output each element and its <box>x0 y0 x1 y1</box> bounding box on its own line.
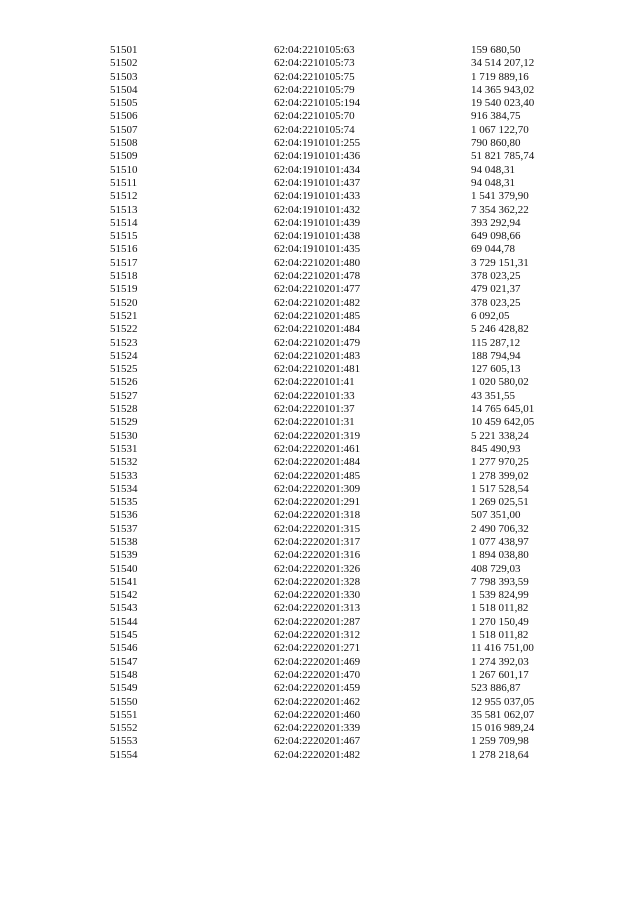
value-cell: 1 719 889,16 <box>471 70 529 83</box>
cadastral-number-cell: 62:04:2220201:319 <box>274 429 361 442</box>
table-row <box>0 257 640 270</box>
value-cell: 1 278 399,02 <box>471 469 529 482</box>
row-number-cell: 51539 <box>110 549 138 562</box>
value-cell: 5 221 338,24 <box>471 429 529 442</box>
row-number-cell: 51542 <box>110 589 138 602</box>
value-cell: 35 581 062,07 <box>471 708 535 721</box>
row-number-cell: 51526 <box>110 376 138 389</box>
value-cell: 790 860,80 <box>471 137 521 150</box>
table-row <box>0 483 640 496</box>
row-number-cell: 51550 <box>110 695 138 708</box>
value-cell: 94 048,31 <box>471 176 515 189</box>
row-number-cell: 51527 <box>110 389 138 402</box>
value-cell: 127 605,13 <box>471 363 521 376</box>
cadastral-number-cell: 62:04:2210105:194 <box>274 97 361 110</box>
cadastral-number-cell: 62:04:2210201:481 <box>274 363 361 376</box>
table-row <box>0 430 640 443</box>
cadastral-number-cell: 62:04:2220201:462 <box>274 695 361 708</box>
table-row <box>0 177 640 190</box>
cadastral-number-cell: 62:04:2210105:75 <box>274 70 355 83</box>
row-number-cell: 51509 <box>110 150 138 163</box>
cadastral-number-cell: 62:04:2220201:461 <box>274 442 361 455</box>
row-number-cell: 51510 <box>110 163 138 176</box>
value-cell: 159 680,50 <box>471 44 521 56</box>
table-row <box>0 443 640 456</box>
cadastral-number-cell: 62:04:2220201:287 <box>274 615 361 628</box>
cadastral-number-cell: 62:04:2220201:484 <box>274 456 361 469</box>
table-row <box>0 310 640 323</box>
cadastral-number-cell: 62:04:2220101:33 <box>274 389 355 402</box>
value-cell: 1 077 438,97 <box>471 535 529 548</box>
table-row <box>0 735 640 748</box>
row-number-cell: 51501 <box>110 44 138 56</box>
row-number-cell: 51540 <box>110 562 138 575</box>
row-number-cell: 51503 <box>110 70 138 83</box>
table-row <box>0 709 640 722</box>
row-number-cell: 51547 <box>110 655 138 668</box>
table-row <box>0 190 640 203</box>
table-row <box>0 722 640 735</box>
table-row <box>0 523 640 536</box>
row-number-cell: 51521 <box>110 309 138 322</box>
table-body <box>0 44 640 762</box>
table-row <box>0 749 640 762</box>
cadastral-number-cell: 62:04:1910101:437 <box>274 176 361 189</box>
table-row <box>0 137 640 150</box>
cadastral-number-cell: 62:04:2220201:318 <box>274 509 361 522</box>
cadastral-number-cell: 62:04:2210201:485 <box>274 309 361 322</box>
value-cell: 1 269 025,51 <box>471 496 529 509</box>
cadastral-number-cell: 62:04:2220201:309 <box>274 482 361 495</box>
cadastral-number-cell: 62:04:1910101:255 <box>274 137 361 150</box>
cadastral-number-cell: 62:04:2210201:479 <box>274 336 361 349</box>
table-row <box>0 563 640 576</box>
value-cell: 5 246 428,82 <box>471 323 529 336</box>
value-cell: 845 490,93 <box>471 442 521 455</box>
cadastral-number-cell: 62:04:1910101:435 <box>274 243 361 256</box>
table-row <box>0 589 640 602</box>
table-row <box>0 270 640 283</box>
cadastral-number-cell: 62:04:2220201:317 <box>274 535 361 548</box>
row-number-cell: 51512 <box>110 190 138 203</box>
value-cell: 14 765 645,01 <box>471 403 535 416</box>
cadastral-number-cell: 62:04:2210201:483 <box>274 349 361 362</box>
value-cell: 1 894 038,80 <box>471 549 529 562</box>
row-number-cell: 51533 <box>110 469 138 482</box>
row-number-cell: 51548 <box>110 668 138 681</box>
cadastral-number-cell: 62:04:1910101:432 <box>274 203 361 216</box>
row-number-cell: 51520 <box>110 296 138 309</box>
cadastral-number-cell: 62:04:2220201:470 <box>274 668 361 681</box>
table-row <box>0 642 640 655</box>
row-number-cell: 51518 <box>110 270 138 283</box>
row-number-cell: 51531 <box>110 442 138 455</box>
cadastral-number-cell: 62:04:2210201:482 <box>274 296 361 309</box>
table-row <box>0 616 640 629</box>
value-cell: 378 023,25 <box>471 296 521 309</box>
row-number-cell: 51507 <box>110 123 138 136</box>
value-cell: 11 416 751,00 <box>471 642 534 655</box>
value-cell: 1 067 122,70 <box>471 123 529 136</box>
cadastral-number-cell: 62:04:2210201:484 <box>274 323 361 336</box>
row-number-cell: 51535 <box>110 496 138 509</box>
table-row <box>0 403 640 416</box>
row-number-cell: 51538 <box>110 535 138 548</box>
row-number-cell: 51536 <box>110 509 138 522</box>
value-cell: 1 518 011,82 <box>471 629 529 642</box>
cadastral-number-cell: 62:04:1910101:434 <box>274 163 361 176</box>
value-cell: 1 277 970,25 <box>471 456 529 469</box>
value-cell: 14 365 943,02 <box>471 83 535 96</box>
table-row <box>0 629 640 642</box>
row-number-cell: 51513 <box>110 203 138 216</box>
value-cell: 115 287,12 <box>471 336 521 349</box>
row-number-cell: 51544 <box>110 615 138 628</box>
cadastral-number-cell: 62:04:1910101:439 <box>274 216 361 229</box>
cadastral-number-cell: 62:04:2210105:63 <box>274 44 355 56</box>
row-number-cell: 51532 <box>110 456 138 469</box>
row-number-cell: 51552 <box>110 722 138 735</box>
table-row <box>0 536 640 549</box>
row-number-cell: 51502 <box>110 57 138 70</box>
value-cell: 94 048,31 <box>471 163 515 176</box>
row-number-cell: 51505 <box>110 97 138 110</box>
value-cell: 1 259 709,98 <box>471 735 529 748</box>
cadastral-number-cell: 62:04:1910101:438 <box>274 230 361 243</box>
value-cell: 69 044,78 <box>471 243 515 256</box>
table-row <box>0 602 640 615</box>
value-cell: 1 020 580,02 <box>471 376 529 389</box>
table-row <box>0 57 640 70</box>
cadastral-number-cell: 62:04:2210105:74 <box>274 123 355 136</box>
value-cell: 6 092,05 <box>471 309 510 322</box>
cadastral-number-cell: 62:04:2220201:312 <box>274 629 361 642</box>
cadastral-number-cell: 62:04:2220101:37 <box>274 403 355 416</box>
cadastral-number-cell: 62:04:2220201:460 <box>274 708 361 721</box>
row-number-cell: 51519 <box>110 283 138 296</box>
row-number-cell: 51508 <box>110 137 138 150</box>
row-number-cell: 51534 <box>110 482 138 495</box>
row-number-cell: 51514 <box>110 216 138 229</box>
row-number-cell: 51511 <box>110 176 138 189</box>
row-number-cell: 51546 <box>110 642 138 655</box>
row-number-cell: 51504 <box>110 83 138 96</box>
cadastral-number-cell: 62:04:2220201:291 <box>274 496 361 509</box>
table-row <box>0 84 640 97</box>
table-row <box>0 217 640 230</box>
table-row <box>0 363 640 376</box>
value-cell: 1 541 379,90 <box>471 190 529 203</box>
value-cell: 479 021,37 <box>471 283 521 296</box>
value-cell: 2 490 706,32 <box>471 522 529 535</box>
value-cell: 34 514 207,12 <box>471 57 535 70</box>
row-number-cell: 51529 <box>110 416 138 429</box>
table-row <box>0 97 640 110</box>
value-cell: 1 267 601,17 <box>471 668 529 681</box>
value-cell: 1 517 528,54 <box>471 482 529 495</box>
cadastral-number-cell: 62:04:2220201:316 <box>274 549 361 562</box>
value-cell: 15 016 989,24 <box>471 722 535 735</box>
row-number-cell: 51523 <box>110 336 138 349</box>
value-cell: 507 351,00 <box>471 509 521 522</box>
table-row <box>0 150 640 163</box>
cadastral-number-cell: 62:04:2220201:315 <box>274 522 361 535</box>
cadastral-number-cell: 62:04:2220201:313 <box>274 602 361 615</box>
table-row <box>0 44 640 57</box>
cadastral-number-cell: 62:04:2210105:79 <box>274 83 355 96</box>
row-number-cell: 51549 <box>110 682 138 695</box>
row-number-cell: 51553 <box>110 735 138 748</box>
value-cell: 188 794,94 <box>471 349 521 362</box>
value-cell: 3 729 151,31 <box>471 256 529 269</box>
cadastral-number-cell: 62:04:2210201:478 <box>274 270 361 283</box>
cadastral-number-cell: 62:04:2220201:271 <box>274 642 361 655</box>
row-number-cell: 51551 <box>110 708 138 721</box>
value-cell: 393 292,94 <box>471 216 521 229</box>
row-number-cell: 51522 <box>110 323 138 336</box>
table-row <box>0 416 640 429</box>
table-row <box>0 71 640 84</box>
row-number-cell: 51524 <box>110 349 138 362</box>
cadastral-number-cell: 62:04:2220201:467 <box>274 735 361 748</box>
cadastral-number-cell: 62:04:2220201:482 <box>274 748 361 761</box>
table-row <box>0 204 640 217</box>
value-cell: 7 798 393,59 <box>471 575 529 588</box>
value-cell: 1 270 150,49 <box>471 615 529 628</box>
value-cell: 408 729,03 <box>471 562 521 575</box>
row-number-cell: 51545 <box>110 629 138 642</box>
cadastral-number-cell: 62:04:2220101:31 <box>274 416 355 429</box>
row-number-cell: 51554 <box>110 748 138 761</box>
table-row <box>0 230 640 243</box>
row-number-cell: 51517 <box>110 256 138 269</box>
value-cell: 19 540 023,40 <box>471 97 535 110</box>
row-number-cell: 51516 <box>110 243 138 256</box>
row-number-cell: 51541 <box>110 575 138 588</box>
table-row <box>0 124 640 137</box>
value-cell: 7 354 362,22 <box>471 203 529 216</box>
row-number-cell: 51530 <box>110 429 138 442</box>
table-row <box>0 509 640 522</box>
row-number-cell: 51525 <box>110 363 138 376</box>
value-cell: 378 023,25 <box>471 270 521 283</box>
cadastral-number-cell: 62:04:2210201:480 <box>274 256 361 269</box>
cadastral-number-cell: 62:04:2220201:330 <box>274 589 361 602</box>
value-cell: 43 351,55 <box>471 389 515 402</box>
value-cell: 1 274 392,03 <box>471 655 529 668</box>
table-row <box>0 283 640 296</box>
table-row <box>0 323 640 336</box>
row-number-cell: 51543 <box>110 602 138 615</box>
cadastral-number-cell: 62:04:2220201:485 <box>274 469 361 482</box>
table-row <box>0 669 640 682</box>
value-cell: 10 459 642,05 <box>471 416 535 429</box>
data-table <box>0 44 640 762</box>
cadastral-number-cell: 62:04:2220201:469 <box>274 655 361 668</box>
table-row <box>0 682 640 695</box>
cadastral-number-cell: 62:04:1910101:436 <box>274 150 361 163</box>
value-cell: 1 539 824,99 <box>471 589 529 602</box>
table-row <box>0 656 640 669</box>
table-row <box>0 470 640 483</box>
table-row <box>0 696 640 709</box>
value-cell: 523 886,87 <box>471 682 521 695</box>
table-row <box>0 164 640 177</box>
cadastral-number-cell: 62:04:2220201:328 <box>274 575 361 588</box>
value-cell: 649 098,66 <box>471 230 521 243</box>
table-row <box>0 297 640 310</box>
cadastral-number-cell: 62:04:2210201:477 <box>274 283 361 296</box>
cadastral-number-cell: 62:04:2220101:41 <box>274 376 355 389</box>
cadastral-number-cell: 62:04:2210105:73 <box>274 57 355 70</box>
cadastral-number-cell: 62:04:2220201:459 <box>274 682 361 695</box>
value-cell: 12 955 037,05 <box>471 695 535 708</box>
value-cell: 1 278 218,64 <box>471 748 529 761</box>
table-row <box>0 376 640 389</box>
value-cell: 51 821 785,74 <box>471 150 535 163</box>
cadastral-number-cell: 62:04:2220201:326 <box>274 562 361 575</box>
row-number-cell: 51537 <box>110 522 138 535</box>
cadastral-number-cell: 62:04:2210105:70 <box>274 110 355 123</box>
table-row <box>0 350 640 363</box>
row-number-cell: 51515 <box>110 230 138 243</box>
cadastral-number-cell: 62:04:1910101:433 <box>274 190 361 203</box>
table-row <box>0 110 640 123</box>
table-row <box>0 390 640 403</box>
table-row <box>0 337 640 350</box>
cadastral-number-cell: 62:04:2220201:339 <box>274 722 361 735</box>
value-cell: 916 384,75 <box>471 110 521 123</box>
table-row <box>0 496 640 509</box>
value-cell: 1 518 011,82 <box>471 602 529 615</box>
table-row <box>0 243 640 256</box>
table-row <box>0 456 640 469</box>
table-row <box>0 576 640 589</box>
table-row <box>0 549 640 562</box>
row-number-cell: 51528 <box>110 403 138 416</box>
row-number-cell: 51506 <box>110 110 138 123</box>
